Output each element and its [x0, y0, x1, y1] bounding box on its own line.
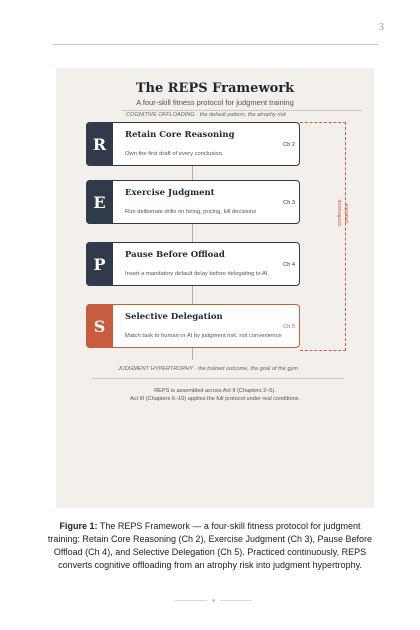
top-flow-label: COGNITIVE OFFLOADING · the default pattern, the atrophy risk	[126, 112, 287, 118]
loop-label-line: continuous	[337, 199, 343, 227]
note-rule	[92, 378, 344, 379]
step-name: Exercise Judgment	[125, 188, 215, 198]
title-rule	[122, 110, 362, 111]
caption-text: The REPS Framework — a four-skill fitness protocol for judgment training: Retain Core Reasoning (Ch 2), Exercise Judgment (Ch 3), Pause Before Offload (Ch 4), and Selective Delegation (Ch 5). Practiced continuously, REPS converts cognitive offloading from an atrophy risk into judgment hypertrophy.	[47, 521, 373, 571]
step-description: Own the first draft of every conclusion	[125, 151, 222, 157]
step-exercise	[86, 180, 300, 224]
arrow-down	[192, 166, 193, 180]
step-letter: P	[86, 242, 113, 286]
arrow-down	[192, 286, 193, 304]
arrow-down	[192, 224, 193, 242]
page-number: 3	[379, 22, 384, 33]
figure-title: The REPS Framework	[135, 81, 295, 96]
step-selective	[86, 304, 300, 348]
figure-caption	[44, 520, 376, 572]
step-retain	[86, 122, 300, 166]
note-line: Act III (Chapters 6–10) applies the full protocol under real conditions.	[129, 395, 301, 402]
step-description: Run deliberate drills on hiring, pricing, kill decisions	[125, 209, 257, 215]
ornament-line	[175, 600, 207, 601]
figure-subtitle: A four-skill fitness protocol for judgment training	[136, 98, 294, 107]
footer-ornament	[172, 596, 254, 604]
step-chapter: Ch 4	[283, 262, 295, 268]
step-name: Selective Delegation	[125, 312, 223, 322]
step-chapter: Ch 5	[283, 324, 295, 330]
step-letter: R	[86, 122, 113, 166]
step-name: Pause Before Offload	[125, 250, 225, 260]
arrow-down	[192, 348, 193, 360]
loop-label	[337, 188, 350, 238]
loop-label-line: practice	[343, 203, 350, 223]
figure-note	[56, 388, 374, 403]
step-chapter: Ch 3	[283, 200, 295, 206]
step-pause	[86, 242, 300, 286]
ornament-line	[220, 600, 252, 601]
step-chapter: Ch 2	[283, 142, 295, 148]
figure-panel	[56, 68, 374, 508]
step-name: Retain Core Reasoning	[125, 130, 235, 140]
bottom-flow-label: JUDGMENT HYPERTROPHY · the trained outcome, the goal of the gym	[118, 366, 299, 372]
header-rule	[52, 44, 378, 45]
note-line: REPS is assembled across Act II (Chapters 2–5).	[154, 388, 276, 394]
step-letter: E	[86, 180, 113, 224]
ornament-dot-icon	[212, 599, 215, 602]
caption-label: Figure 1:	[59, 521, 98, 531]
step-description: Match task to human or AI by judgment risk, not convenience	[125, 333, 282, 339]
step-letter: S	[86, 304, 113, 348]
step-description: Insert a mandatory default delay before delegating to AI	[125, 271, 268, 277]
